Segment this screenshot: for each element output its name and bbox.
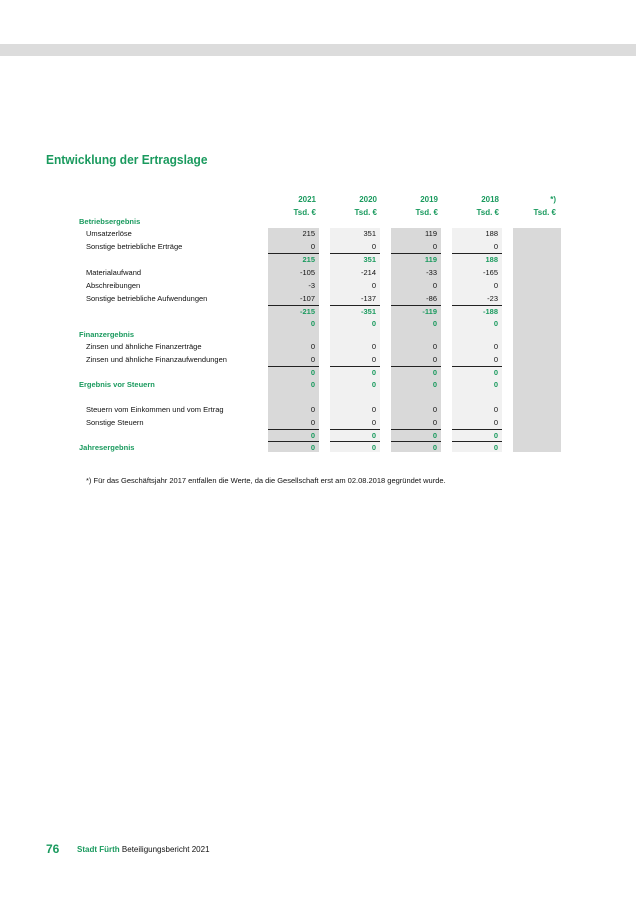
rule-2020 [330, 253, 380, 254]
cell-2018: 0 [493, 242, 498, 251]
section-finanzergebnis [0, 329, 636, 341]
rule-2018 [452, 366, 502, 367]
cell-2018: -165 [482, 268, 498, 277]
row-label: Sonstige betriebliche Aufwendungen [86, 294, 208, 303]
cell-2020: 0 [371, 405, 376, 414]
cell-2018: 0 [493, 418, 498, 427]
cell-2020: -351 [360, 307, 376, 316]
page-number: 76 [46, 842, 60, 856]
cell-2020: 0 [371, 355, 376, 364]
cell-2018: 0 [493, 380, 498, 389]
header-year-2018: 2018 [481, 195, 499, 204]
rule-2020 [330, 441, 380, 442]
rule-2019 [391, 441, 441, 442]
row-label: Steuern vom Einkommen und vom Ertrag [86, 405, 224, 414]
cell-2019: 119 [424, 255, 437, 264]
cell-2021: 0 [310, 368, 315, 377]
rule-2020 [330, 366, 380, 367]
row-label: Abschreibungen [86, 281, 141, 290]
row-label: Zinsen und ähnliche Finanzerträge [86, 342, 202, 351]
cell-2018: -23 [487, 294, 498, 303]
row-label: Finanzergebnis [79, 330, 135, 339]
header-year-2021: 2021 [298, 195, 316, 204]
cell-2019: 0 [432, 368, 437, 377]
cell-2020: -214 [360, 268, 376, 277]
cell-2018: 0 [493, 281, 498, 290]
cell-2021: 0 [310, 342, 315, 351]
cell-2019: 0 [432, 281, 437, 290]
row-label: Zinsen und ähnliche Finanzaufwendungen [86, 355, 227, 364]
cell-2021: -3 [308, 281, 315, 290]
rule-2019 [391, 305, 441, 306]
row-label: Umsatzerlöse [86, 229, 132, 238]
row-label: Sonstige betriebliche Erträge [86, 242, 183, 251]
row-label: Ergebnis vor Steuern [79, 380, 155, 389]
cell-2019: 119 [425, 229, 437, 238]
header-unit-2019: Tsd. € [415, 208, 438, 217]
footer-report: Beteiligungsbericht 2021 [121, 845, 210, 854]
rule-2020 [330, 429, 380, 430]
cell-2021: 0 [310, 242, 315, 251]
rule-2021 [268, 429, 319, 430]
section-betriebsergebnis [0, 216, 636, 228]
header-unit-2020: Tsd. € [354, 208, 377, 217]
cell-2019: 0 [432, 242, 437, 251]
cell-2019: 0 [432, 405, 437, 414]
cell-2019: 0 [432, 418, 437, 427]
total-row-ergebnis-vor-steuern [0, 379, 636, 391]
cell-2021: 0 [310, 431, 315, 440]
cell-2021: 0 [310, 418, 315, 427]
cell-2019: 0 [432, 443, 437, 452]
rule-2018 [452, 441, 502, 442]
header-unit-2021: Tsd. € [293, 208, 316, 217]
header-year-footnote: *) [550, 195, 556, 204]
cell-2021: 215 [302, 255, 315, 264]
cell-2018: 188 [485, 255, 498, 264]
cell-2020: 0 [371, 380, 376, 389]
header-year-2020: 2020 [359, 195, 377, 204]
cell-2020: -137 [360, 294, 376, 303]
row-label: Jahresergebnis [79, 443, 135, 452]
subtotal-row-finanzergebnis [0, 367, 636, 379]
cell-2021: -105 [299, 268, 315, 277]
footer-brand: Stadt Fürth [77, 845, 120, 854]
rule-2021 [268, 441, 319, 442]
cell-2020: 351 [363, 255, 376, 264]
cell-2020: 0 [371, 342, 376, 351]
cell-2018: 0 [493, 431, 498, 440]
table-row-sonstige-steuern [0, 417, 636, 429]
cell-2021: 0 [310, 405, 315, 414]
rule-2020 [330, 305, 380, 306]
cell-2020: 351 [363, 229, 376, 238]
table-row-steuern-einkommen [0, 404, 636, 416]
cell-2020: 0 [371, 418, 376, 427]
cell-2018: -188 [482, 307, 498, 316]
cell-2020: 0 [371, 368, 376, 377]
subtotal-row-aufwendungen [0, 306, 636, 318]
table-row-zinsertraege [0, 341, 636, 353]
cell-2019: 0 [432, 319, 437, 328]
cell-2021: 0 [310, 355, 315, 364]
header-unit-2018: Tsd. € [476, 208, 499, 217]
rule-2018 [452, 305, 502, 306]
cell-2018: 0 [493, 319, 498, 328]
cell-2019: 0 [432, 342, 437, 351]
cell-2021: 0 [310, 380, 315, 389]
cell-2021: 0 [310, 443, 315, 452]
table-row-zinsaufwendungen [0, 354, 636, 366]
cell-2019: -86 [426, 294, 437, 303]
cell-2020: 0 [371, 281, 376, 290]
table-row-sonstige-ertraege [0, 241, 636, 253]
cell-2018: 0 [493, 405, 498, 414]
cell-2018: 0 [493, 443, 498, 452]
top-bar [0, 44, 636, 56]
cell-2018: 188 [485, 229, 498, 238]
cell-2021: 0 [310, 319, 315, 328]
rule-2019 [391, 429, 441, 430]
footnote: *) Für das Geschäftsjahr 2017 entfallen die Werte, da die Gesellschaft erst am 02.08.2018 gegründet wurde. [86, 476, 446, 485]
cell-2021: -215 [299, 307, 315, 316]
rule-2021 [268, 366, 319, 367]
rule-2019 [391, 366, 441, 367]
table-row-umsatzerloese [0, 228, 636, 240]
cell-2018: 0 [493, 342, 498, 351]
table-row-abschreibungen [0, 280, 636, 292]
header-unit-footnote: Tsd. € [533, 208, 556, 217]
cell-2019: -119 [422, 307, 437, 316]
row-label: Betriebsergebnis [79, 217, 141, 226]
rule-2021 [268, 253, 319, 254]
cell-2020: 0 [371, 443, 376, 452]
footer [77, 845, 210, 854]
cell-2018: 0 [493, 355, 498, 364]
subtotal-row-ertraege [0, 254, 636, 266]
cell-2019: 0 [432, 355, 437, 364]
cell-2019: 0 [432, 380, 437, 389]
cell-2020: 0 [371, 242, 376, 251]
total-row-jahresergebnis [0, 442, 636, 454]
cell-2021: 215 [302, 229, 315, 238]
row-label: Materialaufwand [86, 268, 142, 277]
page-title: Entwicklung der Ertragslage [46, 152, 208, 167]
rule-2019 [391, 253, 441, 254]
row-label: Sonstige Steuern [86, 418, 144, 427]
cell-2019: -33 [426, 268, 437, 277]
rule-2021 [268, 305, 319, 306]
cell-2021: -107 [299, 294, 315, 303]
rule-2018 [452, 429, 502, 430]
table-row-sonstige-aufwendungen [0, 293, 636, 305]
header-year-2019: 2019 [420, 195, 438, 204]
rule-2018 [452, 253, 502, 254]
cell-2020: 0 [371, 319, 376, 328]
cell-2018: 0 [493, 368, 498, 377]
cell-2019: 0 [432, 431, 437, 440]
cell-2020: 0 [371, 431, 376, 440]
table-row-materialaufwand [0, 267, 636, 279]
